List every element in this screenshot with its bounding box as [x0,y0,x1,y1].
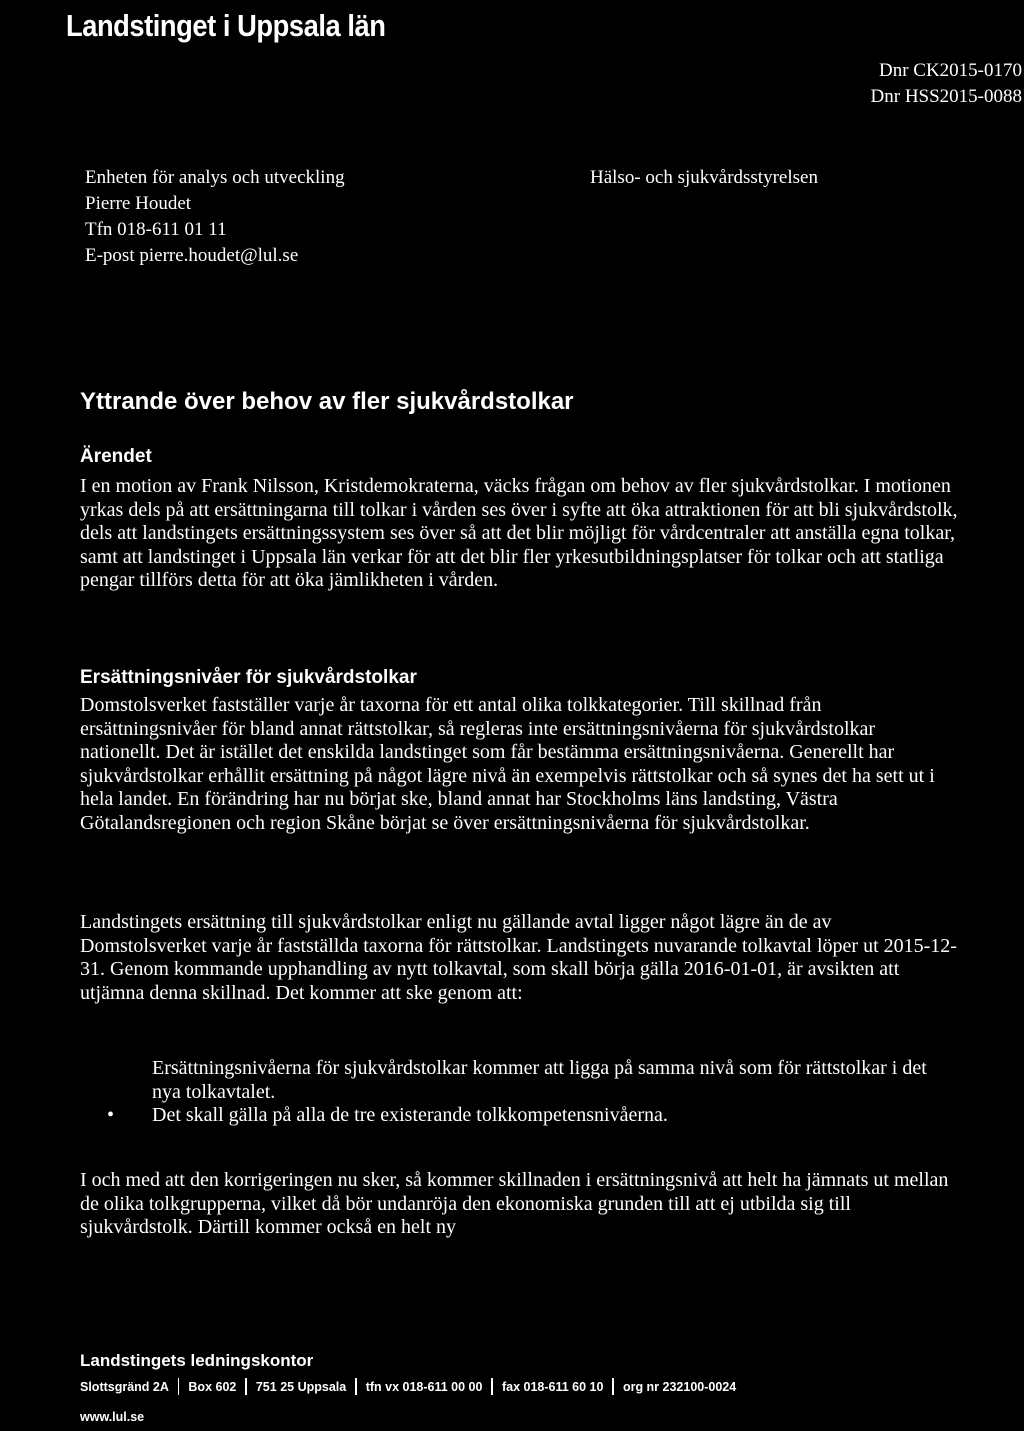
reference-numbers [871,58,1022,110]
bullet-marker: • [107,1104,115,1126]
section-text-ersattningsnivaer-2 [80,911,960,1005]
footer-contact-line [80,1378,736,1395]
bullet-item [80,1104,960,1128]
bullet-item-text: Det skall gälla på alla de tre existerande tolkkompetensnivåerna. [152,1104,668,1126]
section-text-ersattningsnivaer-1 [80,694,960,835]
footer-phone: tfn vx 018-611 00 00 [365,1379,483,1394]
footer-separator [245,1378,247,1395]
sender-block [85,165,345,269]
footer-separator [178,1378,180,1395]
footer-box: Box 602 [188,1379,237,1394]
footer-fax: fax 018-611 60 10 [501,1379,604,1394]
section-heading-ersattningsnivaer: Ersättningsnivåer för sjukvårdstolkar [80,667,417,688]
footer-separator [355,1378,357,1395]
paragraph: Landstingets ersättning till sjukvårdstolkar enligt nu gällande avtal ligger något lägre än de av Domstolsverket varje år fastställda taxorna för rättstolkar. Landstingets nuvarande tolkavtal löper ut 2015-12-31. Genom kommande upphandling av nytt tolkavtal, som skall börja gälla 2016-01-01, är avsikten att utjämna denna skillnad. Det kommer att ske genom att: [80,911,957,1004]
reference-number-hss: Dnr HSS2015-0088 [870,86,1022,107]
paragraph: I och med att den korrigeringen nu sker, så kommer skillnaden i ersättningsnivå att helt ha jämnats ut mellan de olika tolkgrupperna, vilket då bör undanröja den ekonomiska grunden till att ej utbilda sig till sjukvårdstolk. Därtill kommer också en helt ny [80,1169,949,1238]
section-text-arendet [80,475,960,593]
sender-name: Pierre Houdet [85,193,192,214]
reference-number-ck: Dnr CK2015-0170 [878,60,1022,81]
paragraph: I en motion av Frank Nilsson, Kristdemokraterna, väcks frågan om behov av fler sjukvårdstolkar. I motionen yrkas dels på att ersättningarna till tolkar i vården ses över i syfte att öka attraktionen för att bli sjukvårdstolk, dels att landstingets ersättningssystem ses över så att det blir möjligt för vårdcentraler att anställa egna tolkar, samt att landstinget i Uppsala län verkar för att det blir fler yrkesutbildningsplatser för tolkar och att statliga pengar tillförs detta för att öka jämlikheten i vården. [80,475,958,591]
bullet-item-text: Ersättningsnivåerna för sjukvårdstolkar kommer att ligga på samma nivå som för rättstolkar i det nya tolkavtalet. [152,1057,927,1103]
sender-unit: Enheten för analys och utveckling [85,167,345,188]
footer-website-link[interactable]: www.lul.se [80,1410,145,1424]
document-title: Yttrande över behov av fler sjukvårdstolkar [80,388,574,415]
section-text-ersattningsnivaer-3 [80,1169,960,1240]
sender-email: E-post pierre.houdet@lul.se [85,245,299,266]
footer-office: Landstingets ledningskontor [80,1351,314,1370]
section-heading-arendet: Ärendet [80,446,152,467]
footer-separator [491,1378,493,1395]
sender-phone: Tfn 018-611 01 11 [85,219,227,240]
paragraph: Domstolsverket fastställer varje år taxorna för ett antal olika tolkkategorier. Till skillnad från ersättningsnivåer för bland annat rättstolkar, så regleras inte ersättningsnivåerna för sjukvårdstolkar nationellt. Det är istället det enskilda landstinget som får bestämma ersättningsnivåerna. Generellt har sjukvårdstolkar erhållit ersättning på något lägre nivå än exempelvis rättstolkar och så synes det ha sett ut i hela landet. En förändring har nu börjat ske, bland annat har Stockholms läns landsting, Västra Götalandsregionen och region Skåne börjat se över ersättningsnivåerna för sjukvårdstolkar. [80,694,935,834]
bullet-item [80,1057,960,1104]
footer-org-number: org nr 232100-0024 [622,1379,737,1394]
footer-postal: 751 25 Uppsala [255,1379,347,1394]
bullet-list [80,1057,960,1128]
recipient: Hälso- och sjukvårdsstyrelsen [590,167,818,188]
footer-separator [612,1378,614,1395]
footer-address: Slottsgränd 2A [80,1379,169,1394]
organization-logo-text: Landstinget i Uppsala län [66,8,386,43]
